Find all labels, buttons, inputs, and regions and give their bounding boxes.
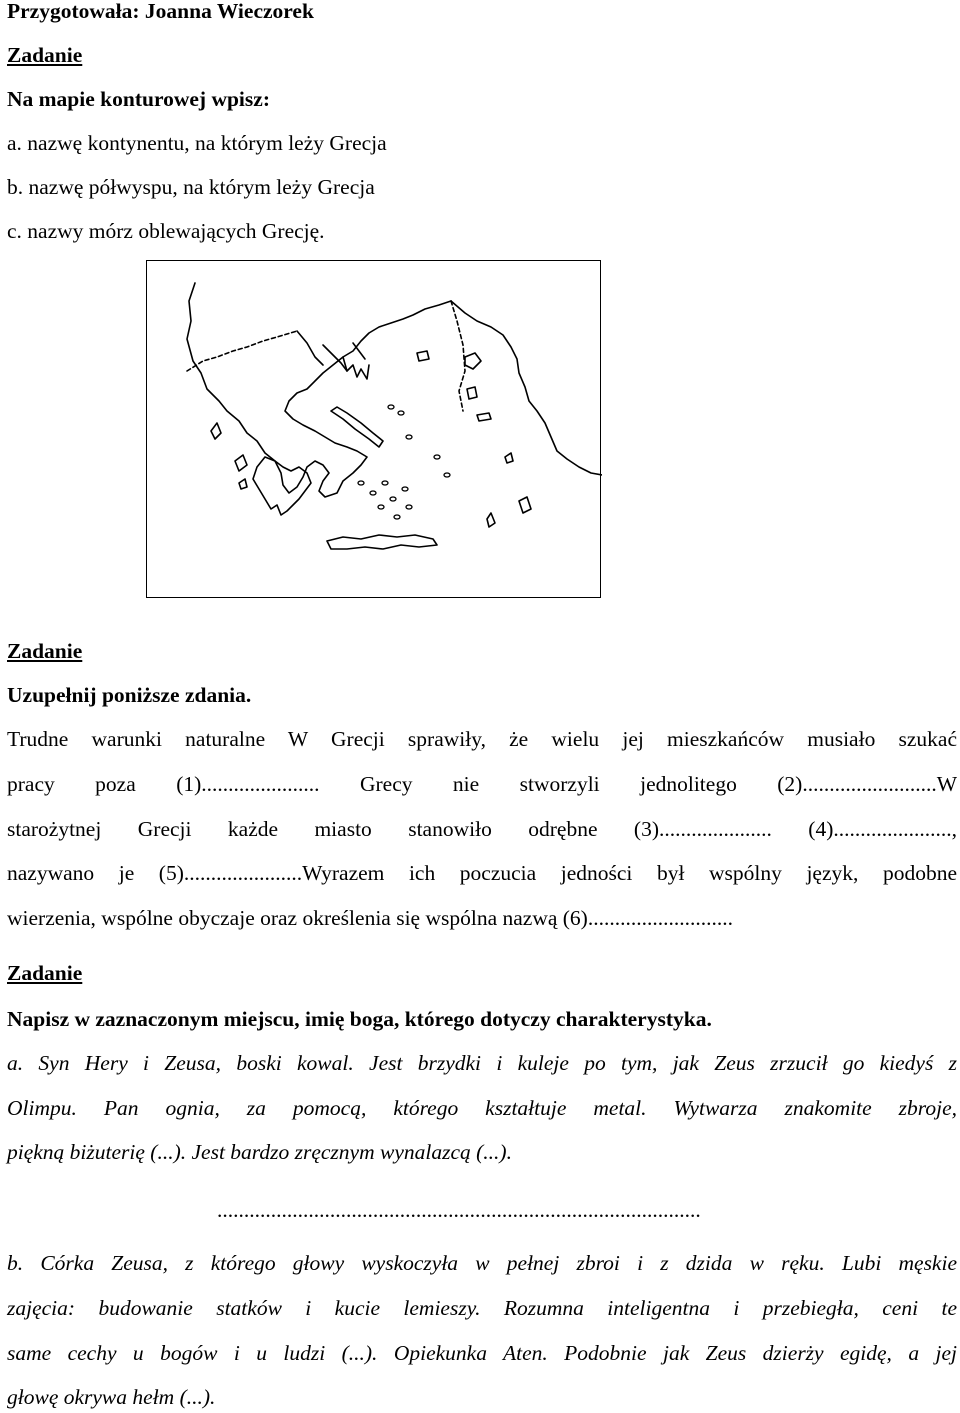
task3-a-line-1: a. Syn Hery i Zeusa, boski kowal. Jest brzydki i kuleje po tym, jak Zeus zrzucił go kiedyś z (7, 1051, 957, 1075)
task3-heading: Zadanie (7, 961, 83, 985)
task2-heading: Zadanie (7, 639, 83, 663)
euboea-island (331, 407, 383, 447)
task3-b-line-1: b. Córka Zeusa, z którego głowy wyskoczyła w pełnej zbroi i z dzida w ręku. Lubi męskie (7, 1251, 957, 1275)
sporades-islet (398, 411, 404, 415)
sporades-islet (388, 405, 394, 409)
task1-item-a: a. nazwę kontynentu, na którym leży Grecja (7, 131, 387, 155)
answer-blank[interactable]: .......................................................................................... (217, 1198, 701, 1222)
lemnos-island (417, 351, 429, 361)
task1-heading: Zadanie (7, 43, 83, 67)
cyclades-islet (358, 481, 364, 485)
cyclades-islet (394, 515, 400, 519)
cyclades-islet (382, 481, 388, 485)
task3-a-line-3: piękną biżuterię (...). Jest bardzo zręcznym wynalazcą (...). (7, 1140, 512, 1164)
cyclades-islet (406, 505, 412, 509)
task2-line-2: pracy poza (1)...................... Grecy nie stworzyli jednolitego (2).........................W (7, 772, 957, 796)
task2-line-3: starożytnej Grecji każde miasto stanowiło odrębne (3)..................... (4)......................, (7, 817, 957, 841)
task3-a-line-2: Olimpu. Pan ognia, za pomocą, którego kształtuje metal. Wytwarza znakomite zbroje, (7, 1096, 957, 1120)
task2-line-5: wierzenia, wspólne obyczaje oraz określenia się wspólna nazwą (6)........................... (7, 906, 733, 930)
contour-map (146, 260, 601, 598)
border-line (187, 301, 465, 411)
author-line: Przygotowała: Joanna Wieczorek (7, 0, 314, 23)
dodecanese-island (505, 453, 513, 463)
task1-instruction: Na mapie konturowej wpisz: (7, 87, 270, 111)
rhodes-island (519, 497, 531, 513)
chalkidiki (343, 357, 369, 379)
task2-line-4: nazywano je (5)......................Wyrazem ich poczucia jedności był wspólny język, podobne (7, 861, 957, 885)
crete-island (327, 535, 437, 549)
task3-instruction: Napisz w zaznaczonym miejscu, imię boga, którego dotyczy charakterystyka. (7, 1007, 712, 1031)
cyclades-islet (370, 491, 376, 495)
peloponnese (253, 457, 311, 515)
sporades-islet (444, 473, 450, 477)
zakynthos-island (239, 479, 247, 489)
task1-item-b: b. nazwę półwyspu, na którym leży Grecja (7, 175, 375, 199)
karpathos-island (487, 513, 495, 527)
task2-instruction: Uzupełnij poniższe zdania. (7, 683, 252, 707)
mainland-coast (187, 283, 451, 497)
cyclades-islet (390, 497, 396, 501)
task2-line-1: Trudne warunki naturalne W Grecji sprawiły, że wielu jej mieszkańców musiało szukać (7, 727, 957, 751)
cyclades-islet (402, 487, 408, 491)
north-coast (297, 331, 365, 371)
lesbos-island (465, 353, 481, 369)
task3-b-line-3: same cechy u bogów i u ludzi (...). Opiekunka Aten. Podobnie jak Zeus dzierży egidę, a jej (7, 1341, 957, 1365)
kefalonia-island (235, 455, 247, 471)
sporades-islet (406, 435, 412, 439)
corfu-island (211, 423, 221, 439)
task3-b-line-4: głowę okrywa hełm (...). (7, 1385, 216, 1409)
samos-island (477, 413, 491, 421)
greece-outline-map-icon (147, 261, 602, 599)
task3-b-line-2: zajęcia: budowanie statków i kucie lemieszy. Rozumna inteligentna i przebiegła, ceni te (7, 1296, 957, 1320)
cyclades-islet (378, 505, 384, 509)
chios-island (467, 387, 477, 399)
sporades-islet (434, 455, 440, 459)
task1-item-c: c. nazwy mórz oblewających Grecję. (7, 219, 325, 243)
